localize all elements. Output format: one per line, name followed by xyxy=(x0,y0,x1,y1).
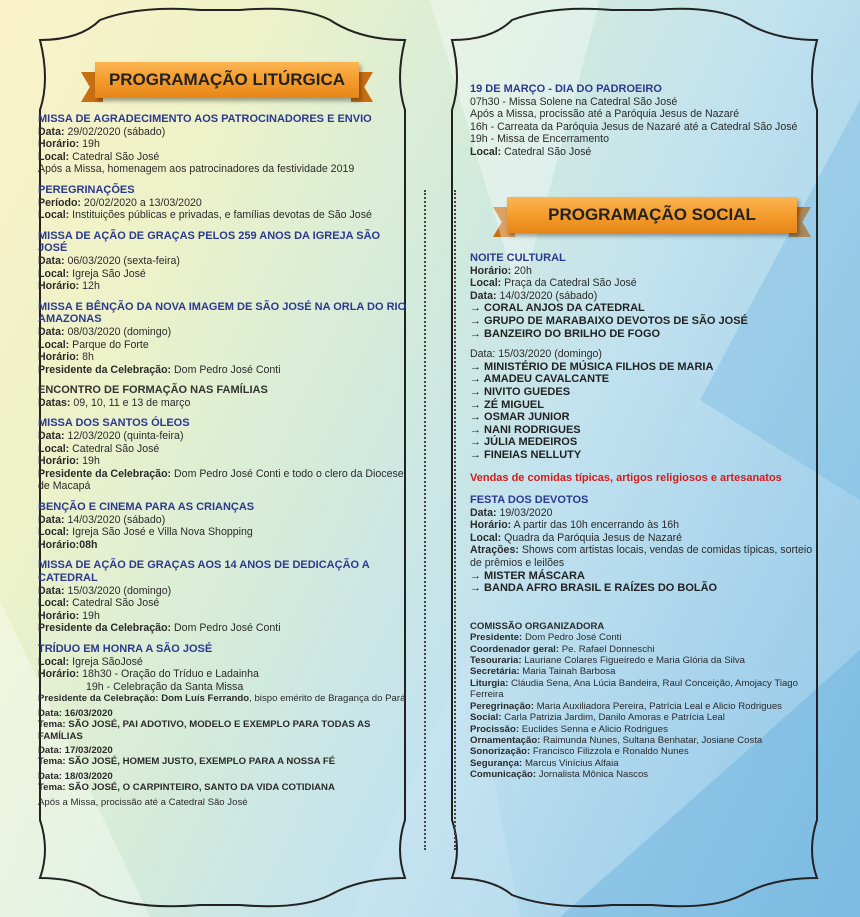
label: Horário: xyxy=(470,264,512,277)
value: 19h xyxy=(82,455,100,468)
label: Data: xyxy=(470,289,497,302)
value: , bispo emérito de Bragança do Pará xyxy=(249,693,406,705)
event-dedicacao xyxy=(38,559,410,635)
value: Dom Pedro José Conti xyxy=(174,363,281,376)
value: Igreja São José e Villa Nova Shopping xyxy=(72,526,253,539)
value: 12/03/2020 (quinta-feira) xyxy=(67,430,184,443)
value: Catedral São José xyxy=(72,150,160,163)
act-item: → BANDA AFRO BRASIL E RAÍZES DO BOLÃO xyxy=(470,582,718,595)
label: Data: xyxy=(38,513,65,526)
value: 19/03/2020 xyxy=(499,506,553,519)
label: Local: xyxy=(38,338,70,351)
line: Após a Missa, procissão até a Paróquia Jesus de Nazaré xyxy=(470,108,740,121)
value: Carla Patrizia Jardim, Danilo Amoras e Patrícia Leal xyxy=(504,712,725,724)
label: Liturgia: xyxy=(470,677,509,689)
value: Jornalista Mônica Nascos xyxy=(538,769,649,781)
value: Quadra da Paróquia Jesus de Nazaré xyxy=(504,531,683,544)
label: Horário: xyxy=(38,351,80,364)
act-item: → FINEIAS NELLUTY xyxy=(470,448,582,461)
label: Tema: xyxy=(38,756,66,768)
social-banner: PROGRAMAÇÃO SOCIAL xyxy=(507,197,797,233)
value: Catedral São José xyxy=(72,597,160,610)
label: Tema: xyxy=(38,719,66,731)
label: Peregrinação: xyxy=(470,700,534,712)
value: 18h30 - Oração do Tríduo e Ladainha xyxy=(82,668,259,681)
liturgica-banner: PROGRAMAÇÃO LITÚRGICA xyxy=(95,62,359,98)
act-item: → AMADEU CAVALCANTE xyxy=(470,373,610,386)
value: Cláudia Sena, Ana Lúcia Bandeira, Raul Conceição, Amojacy Tiago Ferreira xyxy=(470,677,798,701)
label: Tesouraria: xyxy=(470,655,522,667)
value: Catedral São José xyxy=(72,442,160,455)
act-item: → MISTER MÁSCARA xyxy=(470,569,585,582)
label: Procissão: xyxy=(470,723,520,735)
line: 16h - Carreata da Paróquia Jesus de Nazaré até a Catedral São José xyxy=(470,120,798,133)
value: Praça da Catedral São José xyxy=(504,277,637,290)
comissao-title: COMISSÃO ORGANIZADORA xyxy=(470,620,605,632)
act-item: → ZÉ MIGUEL xyxy=(470,398,544,411)
label: Local: xyxy=(38,655,70,668)
value: Dom Pedro José Conti xyxy=(524,632,622,644)
value: 06/03/2020 (sexta-feira) xyxy=(67,254,180,267)
date-line: Data: 16/03/2020 xyxy=(38,707,113,719)
label: Local: xyxy=(38,267,70,280)
label: Local: xyxy=(470,531,502,544)
value: Lauriane Colares Figueiredo e Maria Glória da Silva xyxy=(524,655,745,667)
value: Shows com artistas locais, vendas de comidas típicas, sorteio de prêmios e leilões xyxy=(470,544,813,570)
value: 14/03/2020 (sábado) xyxy=(67,513,166,526)
value: Parque do Forte xyxy=(72,338,149,351)
value: 20/02/2020 a 13/03/2020 xyxy=(83,196,202,209)
act-item: → CORAL ANJOS DA CATEDRAL xyxy=(470,302,645,315)
label: Data: xyxy=(38,430,65,443)
event-title: ENCONTRO DE FORMAÇÃO NAS FAMÍLIAS xyxy=(38,384,268,397)
value: Dom Pedro José Conti e todo o clero da Diocese de Macapá xyxy=(38,467,404,493)
label: Tema: xyxy=(38,782,66,794)
value: Marcus Vinícius Alfaia xyxy=(524,757,619,769)
label: Datas: xyxy=(38,396,71,409)
event-bencao-imagem xyxy=(38,301,410,377)
liturgica-column xyxy=(38,113,410,808)
value: Igreja SãoJosé xyxy=(72,655,143,668)
event-title: MISSA DOS SANTOS ÓLEOS xyxy=(38,417,190,430)
value: 09, 10, 11 e 13 de março xyxy=(73,396,191,409)
label: Local: xyxy=(38,442,70,455)
label: Segurança: xyxy=(470,757,523,769)
value: 20h xyxy=(514,264,532,277)
label: Secretária: xyxy=(470,666,520,678)
value: Francisco Filizzola e Ronaldo Nunes xyxy=(532,746,689,758)
event-title: BENÇÃO E CINEMA PARA AS CRIANÇAS xyxy=(38,501,255,514)
vendas-note: Vendas de comidas típicas, artigos religiosos e artesanatos xyxy=(470,471,782,484)
event-agradecimento xyxy=(38,113,410,176)
event-noite-cultural xyxy=(470,252,820,484)
date-line: Data: 18/03/2020 xyxy=(38,770,113,782)
social-column xyxy=(470,252,820,781)
label: Horário: xyxy=(38,455,80,468)
divider-dots xyxy=(454,190,456,850)
padroeiro-section xyxy=(470,83,800,159)
event-title: MISSA E BÊNÇÃO DA NOVA IMAGEM DE SÃO JOSÉ NA ORLA DO RIO AMAZONAS xyxy=(38,300,407,326)
label: Horário: xyxy=(38,138,80,151)
value: 19h xyxy=(82,138,100,151)
act-item: → JÚLIA MEDEIROS xyxy=(470,436,578,449)
event-title: TRÍDUO EM HONRA A SÃO JOSÉ xyxy=(38,642,213,655)
value: A partir das 10h encerrando às 16h xyxy=(513,519,680,532)
label: Horário: xyxy=(38,280,80,293)
label: Presidente da Celebração: xyxy=(38,622,172,635)
label: Horário: xyxy=(38,538,80,551)
event-title: MISSA DE AGRADECIMENTO AOS PATROCINADORES E ENVIO xyxy=(38,113,372,125)
value: 29/02/2020 (sábado) xyxy=(67,125,166,138)
event-title: MISSA DE AÇÃO DE GRAÇAS PELOS 259 ANOS DA IGREJA SÃO JOSÉ xyxy=(38,229,381,255)
line: 07h30 - Missa Solene na Catedral São José xyxy=(470,95,678,108)
label: Presidente da Celebração: xyxy=(38,693,159,705)
event-triduo xyxy=(38,643,410,808)
act-item: → BANZEIRO DO BRILHO DE FOGO xyxy=(470,327,661,340)
event-title: NOITE CULTURAL xyxy=(470,252,566,264)
value: Pe. Rafael Donneschi xyxy=(561,643,655,655)
event-festa-devotos xyxy=(470,494,820,595)
label: Atrações: xyxy=(470,544,519,557)
value: 19h xyxy=(82,609,100,622)
event-title: MISSA DE AÇÃO DE GRAÇAS AOS 14 ANOS DE DEDICAÇÃO A CATEDRAL xyxy=(38,559,370,584)
value: 14/03/2020 (sábado) xyxy=(499,289,598,302)
value: Maria Tainah Barbosa xyxy=(522,666,616,678)
comissao-section xyxy=(470,621,820,781)
act-item: → NIVITO GUEDES xyxy=(470,385,571,398)
note: Após a Missa, homenagem aos patrocinadores da festividade 2019 xyxy=(38,163,355,176)
value: 19h - Celebração da Santa Missa xyxy=(86,680,244,693)
event-peregrinacoes xyxy=(38,184,410,222)
value: Catedral São José xyxy=(504,145,592,158)
note: Após a Missa, procissão até a Catedral São José xyxy=(38,796,248,808)
label: Social: xyxy=(470,712,502,724)
label: Ornamentação: xyxy=(470,734,541,746)
label: Presidente: xyxy=(470,632,523,644)
label: Local: xyxy=(38,150,70,163)
label: Data: xyxy=(38,584,65,597)
value: 12h xyxy=(82,280,100,293)
label: Sonorização: xyxy=(470,746,531,758)
event-acao-gracas-259 xyxy=(38,230,410,293)
label: Comunicação: xyxy=(470,769,537,781)
value: Raimunda Nunes, Sultana Benhatar, Josiane Costa xyxy=(543,734,763,746)
value: 15/03/2020 (domingo) xyxy=(67,584,172,597)
value: Maria Auxiliadora Pereira, Patrícia Leal e Alicio Rodrigues xyxy=(536,700,782,712)
label: Local: xyxy=(470,277,502,290)
event-title: 19 DE MARÇO - DIA DO PADROEIRO xyxy=(470,83,662,95)
label: Local: xyxy=(38,526,70,539)
value: 8h xyxy=(82,351,94,364)
act-item: → OSMAR JUNIOR xyxy=(470,411,570,424)
event-cinema xyxy=(38,501,410,551)
label: Coordenador geral: xyxy=(470,643,560,655)
value: 08h xyxy=(79,538,98,551)
act-item: → MINISTÉRIO DE MÚSICA FILHOS DE MARIA xyxy=(470,360,714,373)
label: Local: xyxy=(38,597,70,610)
value: Igreja São José xyxy=(72,267,146,280)
label: Data: xyxy=(470,348,496,361)
label: Data: xyxy=(470,506,497,519)
label: Período: xyxy=(38,196,81,209)
event-formacao xyxy=(38,384,410,409)
event-santos-oleos xyxy=(38,417,410,493)
value: Euclides Senna e Alicio Rodrigues xyxy=(521,723,668,735)
value: 15/03/2020 (domingo) xyxy=(498,348,602,361)
value: SÃO JOSÉ, O CARPINTEIRO, SANTO DA VIDA COTIDIANA xyxy=(68,782,335,794)
label: Local: xyxy=(38,209,70,222)
label: Data: xyxy=(38,125,65,138)
event-title: FESTA DOS DEVOTOS xyxy=(470,494,589,507)
value: SÃO JOSÉ, HOMEM JUSTO, EXEMPLO PARA A NOSSA FÉ xyxy=(68,756,336,768)
value: Dom Luís Ferrando xyxy=(161,693,250,705)
label: Horário: xyxy=(470,519,512,532)
date-line: Data: 17/03/2020 xyxy=(38,744,113,756)
value: Instituições públicas e privadas, e famílias devotas de São José xyxy=(72,209,372,222)
value: 08/03/2020 (domingo) xyxy=(67,325,172,338)
value: Dom Pedro José Conti xyxy=(174,622,281,635)
line: 19h - Missa de Encerramento xyxy=(470,133,609,146)
label: Horário: xyxy=(38,668,80,681)
label: Data: xyxy=(38,254,65,267)
label: Horário: xyxy=(38,609,80,622)
divider-dots xyxy=(424,190,426,850)
label: Presidente da Celebração: xyxy=(38,363,172,376)
label: Presidente da Celebração: xyxy=(38,467,172,480)
act-item: → GRUPO DE MARABAIXO DEVOTOS DE SÃO JOSÉ xyxy=(470,314,748,327)
label: Data: xyxy=(38,325,65,338)
act-item: → NANI RODRIGUES xyxy=(470,423,581,436)
event-title: PEREGRINAÇÕES xyxy=(38,183,135,196)
value: SÃO JOSÉ, PAI ADOTIVO, MODELO E EXEMPLO PARA TODAS AS FAMÍLIAS xyxy=(38,719,371,742)
label: Local: xyxy=(470,145,502,158)
